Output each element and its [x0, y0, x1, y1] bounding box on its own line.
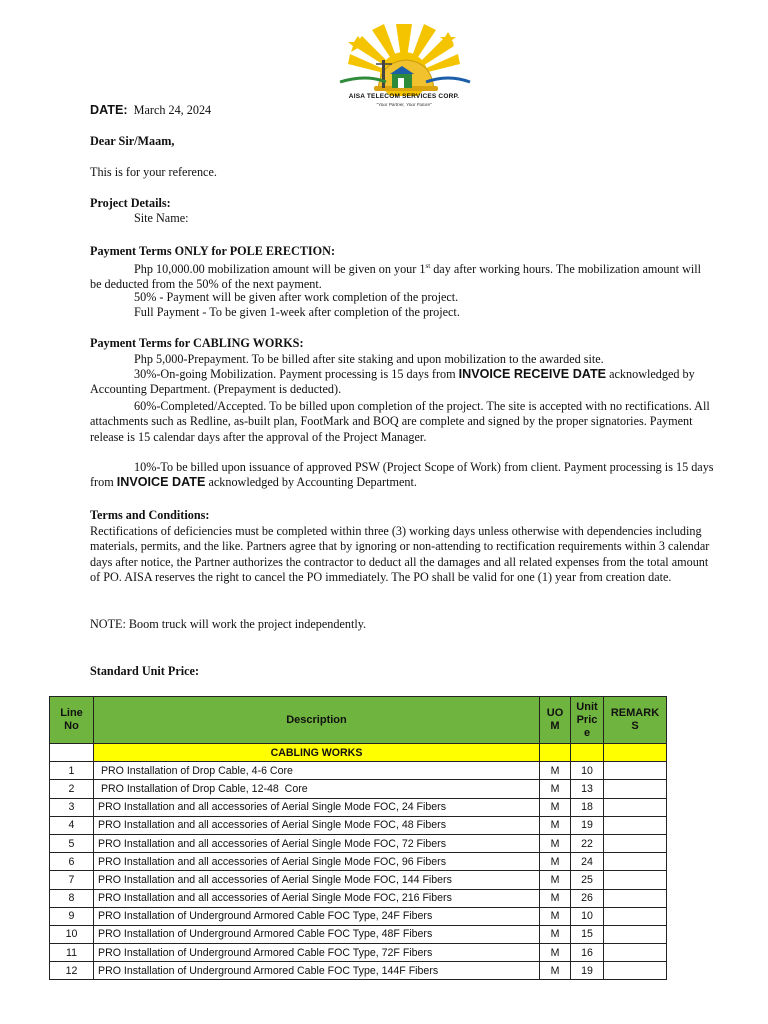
row-unit-price: 25	[571, 871, 604, 889]
row-uom: M	[540, 889, 571, 907]
row-remarks	[604, 925, 667, 943]
table-row	[50, 816, 667, 834]
date-line	[90, 103, 715, 118]
row-unit-price: 10	[571, 762, 604, 780]
row-unit-price: 19	[571, 816, 604, 834]
sun-helmet-logo-icon	[326, 20, 482, 96]
table-row	[50, 889, 667, 907]
row-description: PRO Installation and all accessories of Aerial Single Mode FOC, 144 Fibers	[94, 871, 540, 889]
row-remarks	[604, 889, 667, 907]
row-line-no: 11	[50, 944, 94, 962]
row-remarks	[604, 871, 667, 889]
row-unit-price: 16	[571, 944, 604, 962]
row-remarks	[604, 944, 667, 962]
row-unit-price: 22	[571, 834, 604, 852]
table-header-row	[50, 697, 667, 744]
row-unit-price: 26	[571, 889, 604, 907]
section-label: CABLING WORKS	[94, 744, 540, 762]
table-row	[50, 871, 667, 889]
date-value: March 24, 2024	[133, 103, 212, 117]
row-description: PRO Installation and all accessories of Aerial Single Mode FOC, 72 Fibers	[94, 834, 540, 852]
row-remarks	[604, 907, 667, 925]
row-description: PRO Installation of Drop Cable, 12-48 Core	[94, 780, 540, 798]
table-row	[50, 907, 667, 925]
cabling-term-2: 30%-On-going Mobilization. Payment processing is 15 days from INVOICE RECEIVE DATE acknowledged by Accounting Department. (Prepayment is deducted).	[90, 367, 695, 397]
row-unit-price: 24	[571, 853, 604, 871]
table-row	[50, 762, 667, 780]
cabling-term-1: Php 5,000-Prepayment. To be billed after site staking and upon mobilization to the awarded site.	[134, 352, 604, 366]
table-row	[50, 962, 667, 980]
section-row	[50, 744, 667, 762]
row-remarks	[604, 853, 667, 871]
pole-term-3: Full Payment - To be given 1-week after completion of the project.	[134, 305, 460, 319]
row-description: PRO Installation and all accessories of Aerial Single Mode FOC, 96 Fibers	[94, 853, 540, 871]
row-uom: M	[540, 907, 571, 925]
row-remarks	[604, 780, 667, 798]
row-description: PRO Installation of Underground Armored Cable FOC Type, 24F Fibers	[94, 907, 540, 925]
row-line-no: 4	[50, 816, 94, 834]
salutation: Dear Sir/Maam,	[90, 134, 175, 148]
site-name-label: Site Name:	[134, 211, 189, 225]
terms-heading: Terms and Conditions:	[90, 508, 210, 522]
row-description: PRO Installation of Underground Armored Cable FOC Type, 144F Fibers	[94, 962, 540, 980]
row-description: PRO Installation and all accessories of Aerial Single Mode FOC, 216 Fibers	[94, 889, 540, 907]
row-uom: M	[540, 853, 571, 871]
project-details-heading: Project Details:	[90, 196, 171, 210]
row-uom: M	[540, 834, 571, 852]
row-uom: M	[540, 871, 571, 889]
row-remarks	[604, 762, 667, 780]
row-description: PRO Installation of Underground Armored Cable FOC Type, 48F Fibers	[94, 925, 540, 943]
row-line-no: 2	[50, 780, 94, 798]
header-line-no: Line No	[50, 697, 94, 744]
row-uom: M	[540, 962, 571, 980]
table-row	[50, 944, 667, 962]
row-unit-price: 19	[571, 962, 604, 980]
row-line-no: 5	[50, 834, 94, 852]
header-description: Description	[94, 697, 540, 744]
row-remarks	[604, 798, 667, 816]
date-label: DATE:	[90, 103, 128, 117]
row-unit-price: 18	[571, 798, 604, 816]
row-description: PRO Installation of Underground Armored Cable FOC Type, 72F Fibers	[94, 944, 540, 962]
row-line-no: 7	[50, 871, 94, 889]
cabling-term-4: 10%-To be billed upon issuance of approved PSW (Project Scope of Work) from client. Payment processing is 15 days from INVOICE DATE acknowledged by Accounting Department.	[90, 460, 714, 490]
terms-body: Rectifications of deficiencies must be completed within three (3) working days unless otherwise with dependencies including materials, permits, and the like. Partners agree that by ignoring or non-attending to rectification requirements within 3 calendar days after notice, the Partner authorizes the contractor to deduct all the damages and all related expenses from the total amount of PO. AISA reserves the right to cancel the PO immediately. The PO shall be valid for one (1) year from creation date.	[90, 524, 710, 585]
unit-price-table	[49, 696, 667, 980]
row-remarks	[604, 816, 667, 834]
table-row	[50, 853, 667, 871]
row-uom: M	[540, 798, 571, 816]
row-line-no: 3	[50, 798, 94, 816]
row-uom: M	[540, 944, 571, 962]
pole-term-2: 50% - Payment will be given after work completion of the project.	[134, 290, 459, 304]
row-line-no: 9	[50, 907, 94, 925]
company-tagline: "Your Partner, Your Future"	[376, 102, 432, 107]
table-row	[50, 798, 667, 816]
row-line-no: 8	[50, 889, 94, 907]
row-unit-price: 10	[571, 907, 604, 925]
header-unit-price: Unit Price	[571, 697, 604, 744]
cabling-works-heading: Payment Terms for CABLING WORKS:	[90, 336, 304, 350]
row-line-no: 6	[50, 853, 94, 871]
table-row	[50, 780, 667, 798]
row-description: PRO Installation and all accessories of Aerial Single Mode FOC, 24 Fibers	[94, 798, 540, 816]
row-unit-price: 13	[571, 780, 604, 798]
row-uom: M	[540, 925, 571, 943]
note-text: NOTE: Boom truck will work the project independently.	[90, 617, 367, 631]
intro-text: This is for your reference.	[90, 165, 217, 179]
standard-unit-price-heading: Standard Unit Price:	[90, 664, 200, 678]
cabling-term-3: 60%-Completed/Accepted. To be billed upon completion of the project. The site is accepted with no rectifications. All attachments such as Redline, as-built plan, FootMark and BOQ are complete and signed by the proper signatories. Payment release is 15 calendar days after the approval of the Project Manager.	[90, 399, 710, 444]
row-line-no: 10	[50, 925, 94, 943]
row-unit-price: 15	[571, 925, 604, 943]
header-remarks: REMARKS	[604, 697, 667, 744]
table-row	[50, 925, 667, 943]
header-uom: UOM	[540, 697, 571, 744]
pole-erection-heading: Payment Terms ONLY for POLE ERECTION:	[90, 244, 336, 258]
row-description: PRO Installation of Drop Cable, 4-6 Core	[94, 762, 540, 780]
row-line-no: 1	[50, 762, 94, 780]
row-remarks	[604, 962, 667, 980]
row-uom: M	[540, 780, 571, 798]
row-remarks	[604, 834, 667, 852]
pole-term-1: Php 10,000.00 mobilization amount will be given on your 1st day after working hours. The mobilization amount will be deducted from the 50% of the next payment.	[90, 262, 702, 292]
row-uom: M	[540, 762, 571, 780]
row-uom: M	[540, 816, 571, 834]
table-row	[50, 834, 667, 852]
company-name: AISA TELECOM SERVICES CORP.	[348, 93, 460, 100]
row-line-no: 12	[50, 962, 94, 980]
row-description: PRO Installation and all accessories of Aerial Single Mode FOC, 48 Fibers	[94, 816, 540, 834]
